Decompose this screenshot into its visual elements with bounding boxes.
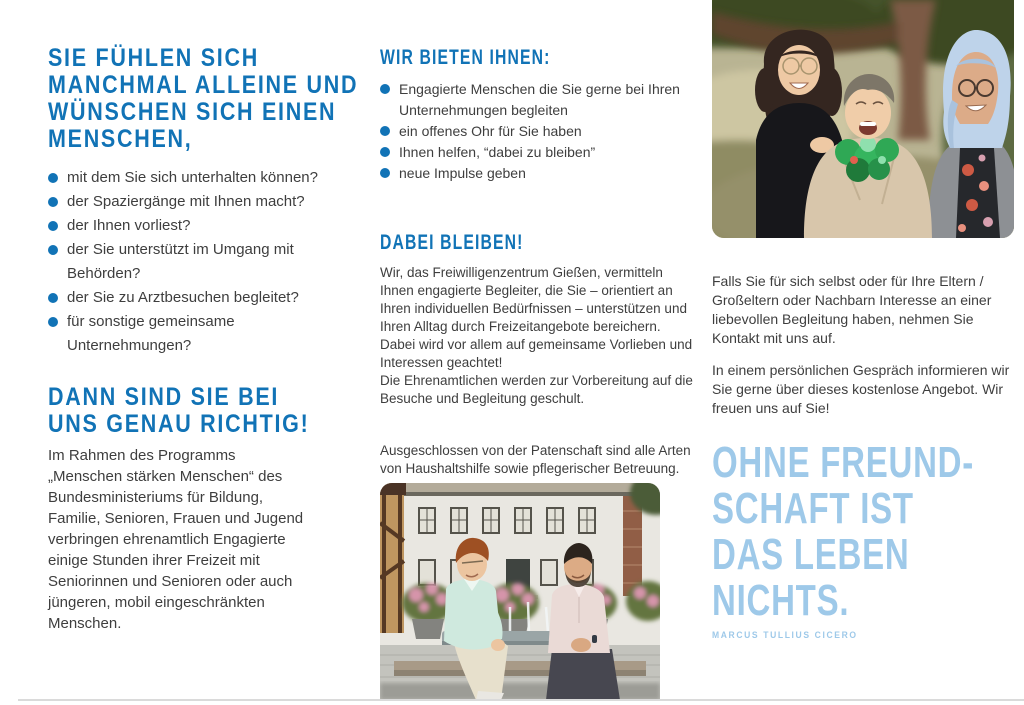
paragraph-line: Ihnen engagierte Begleiter, die Sie – orientiert an [380, 283, 673, 298]
heading-line: MANCHMAL ALLEINE UND [48, 71, 359, 99]
paragraph-line: einige Stunden ihrer Freizeit mit [48, 552, 260, 569]
list-item [380, 79, 680, 121]
paragraph-line: Ihren individuellen Bedürfnissen – unterstützen und [380, 301, 687, 316]
paragraph-line: Im Rahmen des Programms [48, 447, 236, 464]
paragraph-line: Falls Sie für sich selbst oder für Ihre Eltern / [712, 273, 984, 289]
list-item [48, 190, 328, 214]
bullet-icon [48, 293, 58, 303]
paragraph-line: Wir, das Freiwilligenzentrum Gießen, vermitteln [380, 265, 663, 280]
bullet-icon [380, 126, 390, 136]
list-item-label: der Spaziergänge mit Ihnen macht? [67, 193, 305, 210]
list-item [380, 121, 680, 142]
paragraph-line: Besuche und Begleitung geschult. [380, 391, 585, 406]
bullet-icon [48, 173, 58, 183]
paragraph-line: Menschen. [48, 615, 122, 632]
left-column [48, 44, 359, 634]
paragraph-line: „Menschen stärken Menschen“ des [48, 468, 283, 485]
info-paragraph [712, 361, 1012, 418]
heading-line: UNS GENAU RICHTIG! [48, 410, 310, 438]
paragraph-line: liebevollen Begleitung haben, nehmen Sie [712, 311, 974, 327]
paragraph-line: Kontakt mit uns auf. [712, 330, 836, 346]
list-item [48, 310, 328, 358]
heading-line: MENSCHEN, [48, 125, 193, 153]
paragraph-line: jüngeren, mobil eingeschränkten [48, 594, 265, 611]
paragraph-line: Großeltern oder Nachbarn Interesse an einer [712, 292, 992, 308]
paragraph-line: Dabei wird vor allem auf gemeinsame Vorlieben und [380, 337, 693, 352]
park-illustration [712, 0, 1014, 238]
paragraph-line: Ihren Alltag durch Freizeitangebote bereichern. [380, 319, 661, 334]
friendship-quote [712, 440, 1012, 624]
headline-feeling-alone [48, 44, 359, 153]
paragraph-line: Die Ehrenamtlichen werden zur Vorbereitung auf die [380, 373, 693, 388]
list-item-label: neue Impulse geben [399, 165, 526, 181]
bullet-icon [48, 221, 58, 231]
heading-line: DABEI BLEIBEN! [380, 231, 524, 254]
list-item [380, 163, 680, 184]
list-item-label: der Sie zu Arztbesuchen begleitet? [67, 289, 299, 306]
bullet-icon [48, 197, 58, 207]
paragraph-line: von Haushaltshilfe sowie pflegerischer Betreuung. [380, 461, 680, 476]
paragraph-line: Seniorinnen und Senioren oder auch [48, 573, 293, 590]
headline-right-place [48, 384, 350, 438]
exclusion-paragraph [380, 442, 691, 478]
bullet-icon [380, 84, 390, 94]
headline-we-offer [380, 46, 680, 70]
list-item-label: ein offenes Ohr für Sie haben [399, 123, 582, 139]
bullet-icon [380, 168, 390, 178]
quote-attribution: MARCUS TULLIUS CICERO [712, 630, 858, 641]
bullet-icon [380, 147, 390, 157]
paragraph-line: freuen uns auf Sie! [712, 400, 830, 416]
headline-stay-involved [380, 231, 680, 255]
program-paragraph [48, 445, 350, 634]
middle-column [380, 46, 693, 478]
right-column [712, 272, 1012, 641]
list-item-label: der Ihnen vorliest? [67, 217, 191, 234]
quote-line: NICHTS. [712, 576, 850, 625]
offer-list [380, 79, 680, 184]
list-item [48, 214, 328, 238]
heading-line: SIE FÜHLEN SICH [48, 44, 259, 72]
list-item [380, 142, 680, 163]
quote-line: DAS LEBEN [712, 530, 910, 579]
list-item [48, 238, 328, 286]
list-item [48, 286, 328, 310]
plaza-illustration [380, 483, 660, 700]
heading-line: WIR BIETEN IHNEN: [380, 46, 551, 69]
bullet-icon [48, 245, 58, 255]
list-item [48, 166, 328, 190]
paragraph-line: Bundesministeriums für Bildung, [48, 489, 264, 506]
paragraph-line: verbringen ehrenamtlich Engagierte [48, 531, 286, 548]
list-item-label: Ihnen helfen, “dabei zu bleiben” [399, 144, 596, 160]
paragraph-line: Sie gerne über dieses kostenlose Angebot. Wir [712, 381, 1004, 397]
heading-line: DANN SIND SIE BEI [48, 383, 280, 411]
paragraph-line: Interessen geachtet! [380, 355, 503, 370]
wishes-list [48, 166, 328, 358]
brick-pillar [623, 496, 642, 596]
paragraph-line: In einem persönlichen Gespräch informieren wir [712, 362, 1010, 378]
paragraph-line: Familie, Senioren, Frauen und Jugend [48, 510, 304, 527]
list-item-label: der Sie unterstützt im Umgang mit Behörden? [67, 241, 294, 282]
stay-paragraph [380, 264, 693, 408]
half-timbered-house [380, 483, 406, 633]
quote-line: OHNE FREUND- [712, 438, 974, 487]
photo-park-group [712, 0, 1014, 238]
list-item-label: mit dem Sie sich unterhalten können? [67, 169, 318, 186]
bullet-icon [48, 317, 58, 327]
contact-paragraph [712, 272, 1012, 348]
list-item-label: Engagierte Menschen die Sie gerne bei Ihren Unternehmungen begleiten [399, 81, 680, 118]
heading-line: WÜNSCHEN SICH EINEN [48, 98, 337, 126]
page-edge-line [18, 699, 1024, 701]
photo-plaza-conversation [380, 483, 660, 700]
quote-line: SCHAFT IST [712, 484, 914, 533]
paragraph-line: Ausgeschlossen von der Patenschaft sind alle Arten [380, 443, 691, 458]
list-item-label: für sonstige gemeinsame Unternehmungen? [67, 313, 235, 354]
